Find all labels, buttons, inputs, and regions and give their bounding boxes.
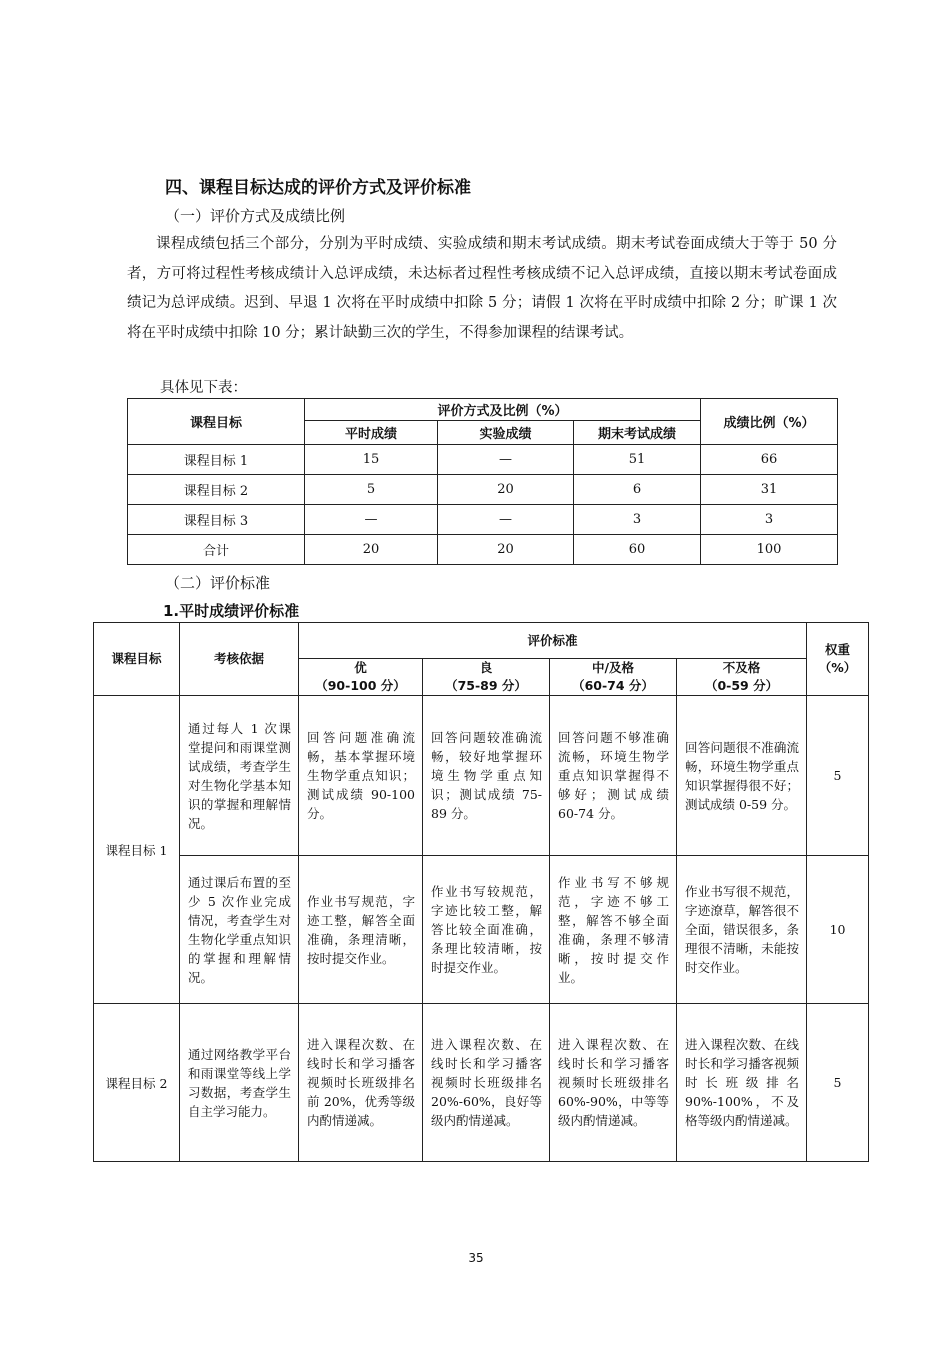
table-row [128,475,838,505]
grade-name: 中/及格 [591,660,635,675]
t1-cell-goal: 合计 [128,535,305,565]
t2-cell-pass: 作业书写不够规范，字迹不够工整，解答不够全面准确，条理不够清晰，按时提交作业。 [550,856,677,1004]
t2-cell-goal-2: 课程目标 2 [94,1004,180,1162]
t1-header-goal: 课程目标 [128,399,305,445]
t1-cell-goal: 课程目标 3 [128,505,305,535]
page-number: 35 [468,1251,484,1265]
t1-cell-final: 6 [574,475,701,505]
subsection-title-2-1: 1.平时成绩评价标准 [163,602,300,620]
t2-cell-fail: 回答问题很不准确流畅，环境生物学重点知识掌握得很不好；测试成绩 0-59 分。 [677,696,807,856]
body-paragraph: 课程成绩包括三个部分，分别为平时成绩、实验成绩和期末考试成绩。期末考试卷面成绩大于等于 50 分者，方可将过程性考核成绩计入总评成绩，未达标者过程性考核成绩不记入总评成绩，直接以期末考试卷面成绩记为总评成绩。迟到、早退 1 次将在平时成绩中扣除 5 分；请假 1 次将在平时成绩中扣除 2 分；旷课 1 次将在平时成绩中扣除 10 分；累计缺勤三次的学生，不得参加课程的结课考试。 [127,236,837,341]
t1-cell-final: 3 [574,505,701,535]
t1-cell-final: 51 [574,445,701,475]
t1-cell-lab: — [438,505,574,535]
table-row [128,505,838,535]
t1-cell-ratio: 66 [701,445,838,475]
t1-cell-lab: — [438,445,574,475]
t2-grade-good [423,659,550,696]
t1-cell-usual: 5 [305,475,438,505]
t2-cell-good: 回答问题较准确流畅，较好地掌握环境生物学重点知识；测试成绩 75-89 分。 [423,696,550,856]
t2-cell-weight: 10 [807,856,869,1004]
t2-weight-label: 权重 [825,642,851,657]
subsection-title-2: （二）评价标准 [165,574,271,592]
t2-grade-pass [550,659,677,696]
t2-cell-basis: 通过课后布置的至少 5 次作业完成情况，考查学生对生物化学重点知识的掌握和理解情况。 [180,856,299,1004]
t1-header-method: 评价方式及比例（%） [305,399,701,421]
t1-cell-ratio: 31 [701,475,838,505]
t1-header-final: 期末考试成绩 [574,421,701,445]
t1-cell-lab: 20 [438,535,574,565]
grade-name: 良 [479,660,493,675]
t2-cell-pass: 回答问题不够准确流畅，环境生物学重点知识掌握得不够好；测试成绩 60-74 分。 [550,696,677,856]
t1-cell-usual: 15 [305,445,438,475]
t1-cell-ratio: 100 [701,535,838,565]
table-row [128,445,838,475]
grade-name: 不及格 [722,660,761,675]
t2-weight-unit: （%） [818,660,857,675]
t1-cell-final: 60 [574,535,701,565]
t2-cell-goal-1: 课程目标 1 [94,696,180,1004]
t1-header-ratio: 成绩比例（%） [701,399,838,445]
t2-header-standard: 评价标准 [299,623,807,659]
t2-cell-fail: 作业书写很不规范，字迹潦草，解答很不全面，错误很多，条理很不清晰，未能按时交作业。 [677,856,807,1004]
t2-cell-weight: 5 [807,1004,869,1162]
t2-cell-pass: 进入课程次数、在线时长和学习播客视频时长班级排名 60%-90%，中等等级内酌情递减。 [550,1004,677,1162]
grade-range: （0-59 分） [704,678,779,693]
grade-name: 优 [354,660,367,675]
grade-range: （90-100 分） [315,678,406,693]
t2-cell-excellent: 进入课程次数、在线时长和学习播客视频时长班级排名前 20%，优秀等级内酌情递减。 [299,1004,423,1162]
score-ratio-table [127,398,838,565]
t2-header-goal: 课程目标 [94,623,180,696]
section-title: 四、课程目标达成的评价方式及评价标准 [165,178,471,198]
subsection-title-1: （一）评价方式及成绩比例 [165,207,346,225]
t2-header-basis: 考核依据 [180,623,299,696]
t2-cell-basis: 通过每人 1 次课堂提问和雨课堂测试成绩，考查学生对生物化学基本知识的掌握和理解情况。 [180,696,299,856]
t1-cell-goal: 课程目标 2 [128,475,305,505]
t2-cell-good: 进入课程次数、在线时长和学习播客视频时长班级排名 20%-60%，良好等级内酌情递减。 [423,1004,550,1162]
grade-range: （60-74 分） [572,678,654,693]
t2-cell-excellent: 回答问题准确流畅，基本掌握环境生物学重点知识；测试成绩 90-100 分。 [299,696,423,856]
t2-cell-fail: 进入课程次数、在线时长和学习播客视频时长班级排名 90%-100%，不及格等级内酌情递减。 [677,1004,807,1162]
t2-grade-excellent [299,659,423,696]
t2-cell-weight: 5 [807,696,869,856]
t2-grade-fail [677,659,807,696]
t1-cell-usual: 20 [305,535,438,565]
grade-range: （75-89 分） [445,678,527,693]
t1-cell-usual: — [305,505,438,535]
t1-header-usual: 平时成绩 [305,421,438,445]
t2-cell-basis: 通过网络教学平台和雨课堂等线上学习数据，考查学生自主学习能力。 [180,1004,299,1162]
t1-cell-lab: 20 [438,475,574,505]
t2-cell-excellent: 作业书写规范，字迹工整，解答全面准确，条理清晰，按时提交作业。 [299,856,423,1004]
table-row-total [128,535,838,565]
t1-header-lab: 实验成绩 [438,421,574,445]
t2-cell-good: 作业书写较规范，字迹比较工整，解答比较全面准确，条理比较清晰，按时提交作业。 [423,856,550,1004]
t1-cell-goal: 课程目标 1 [128,445,305,475]
table-row [94,1004,869,1162]
see-table-text: 具体见下表： [160,380,247,396]
table-row [94,856,869,1004]
t1-cell-ratio: 3 [701,505,838,535]
usual-score-criteria-table [93,622,869,1162]
t2-header-weight [807,623,869,696]
table-row [94,696,869,856]
